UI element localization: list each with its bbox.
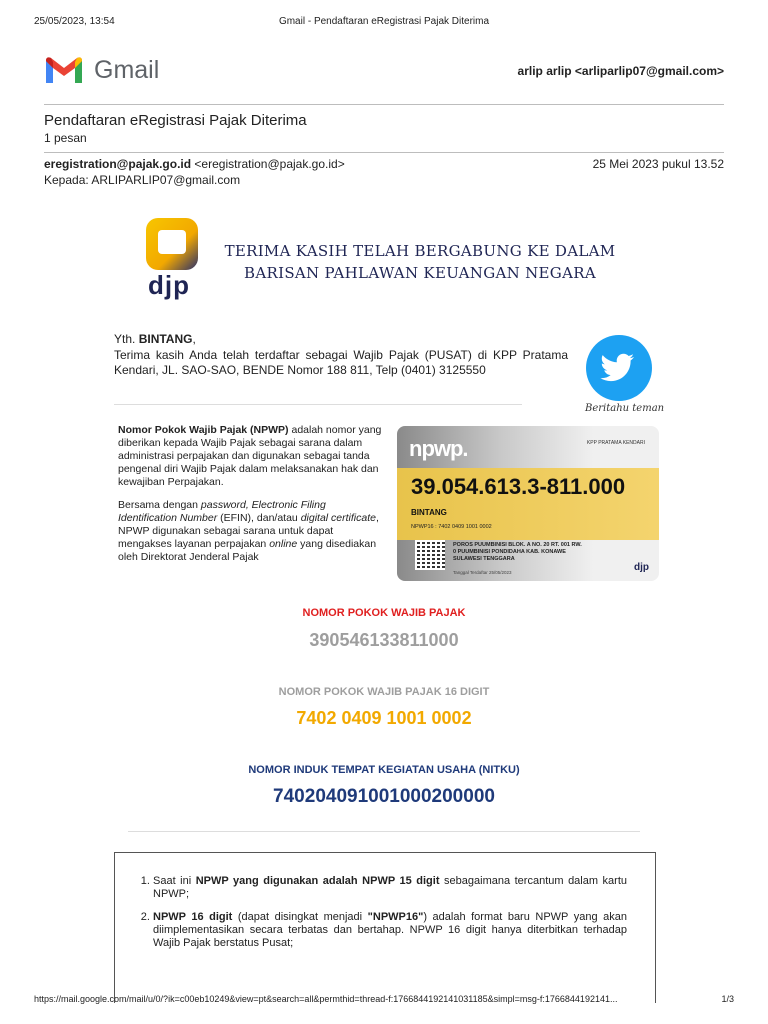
note2-text-a: (dapat disingkat menjadi — [237, 911, 363, 923]
note1-text-a: Saat ini — [153, 875, 192, 887]
usage-text-a: Bersama dengan — [118, 499, 198, 511]
usage-text-c: , NPWP digunakan sebagai sarana untuk dapat mengakses layanan perpajakan — [118, 512, 379, 550]
account-email: arlip arlip <arliparlip07@gmail.com> — [517, 64, 724, 78]
djp-logo-text: djp — [148, 270, 190, 300]
card-address: POROS PUUMBINISI BLOK. A NO. 20 RT. 001 RW. 0 PUUMBINISI PONDIDAHA KAB. KONAWE SULAWESI TENGGARA — [453, 542, 582, 562]
card-npwp-number: 39.054.613.3-811.000 — [411, 474, 626, 499]
print-url: https://mail.google.com/mail/u/0/?ik=c00eb10249&view=pt&search=all&permthid=thread-f:1766844192141031185&simpl=msg-f:1766844192141... — [34, 994, 618, 1004]
npwp-card — [397, 426, 659, 581]
npwp-value: 390546133811000 — [309, 630, 459, 650]
note-item-1 — [153, 875, 627, 901]
usage-italic-2: digital certificate — [300, 512, 376, 524]
headline-line1: TERIMA KASIH TELAH BERGABUNG KE DALAM — [224, 242, 616, 260]
gmail-wordmark: Gmail — [94, 56, 160, 84]
nitku-label: NOMOR INDUK TEMPAT KEGIATAN USAHA (NITKU) — [248, 764, 520, 776]
banner-headline — [220, 240, 620, 284]
header-divider — [44, 104, 724, 105]
npwp-term: Nomor Pokok Wajib Pajak (NPWP) — [118, 424, 289, 436]
npwp-definition — [118, 424, 386, 489]
sender-email[interactable]: eregistration@pajak.go.id — [44, 157, 192, 171]
notes-box — [114, 852, 656, 1003]
card-kpp: KPP PRATAMA KENDARI — [586, 440, 645, 446]
qr-code-icon — [415, 540, 445, 570]
note2-text-b: ) adalah format baru NPWP yang akan diimplementasikan secara terbatas dan bertahap. NPWP 16 digit hanya diterbitkan terhadap Wajib Pajak berstatus Pusat; — [153, 911, 627, 949]
message-count: 1 pesan — [44, 131, 87, 145]
usage-text-b: (EFIN), dan/atau — [220, 512, 298, 524]
page-number: 1/3 — [721, 994, 734, 1004]
greeting-body: Terima kasih Anda telah terdaftar sebagai Wajib Pajak (PUSAT) di KPP Pratama Kendari, JL. SAO-SAO, BENDE Nomor 188 811, Telp (0401) 3125550 — [114, 348, 568, 377]
sender-full: <eregistration@pajak.go.id> — [194, 157, 345, 171]
print-datetime: 25/05/2023, 13:54 — [34, 16, 115, 27]
notes-divider — [128, 831, 640, 832]
recipient: Kepada: ARLIPARLIP07@gmail.com — [44, 173, 241, 187]
note2-bold-1: NPWP 16 digit — [153, 911, 233, 923]
note-item-2 — [153, 911, 627, 950]
greeting-prefix: Yth. — [114, 332, 136, 346]
note2-bold-2: "NPWP16" — [367, 911, 424, 923]
twitter-bird-icon — [586, 335, 652, 401]
card-djp-logo: djp — [634, 562, 649, 573]
usage-italic-1: password, Electronic Filing Identification Number — [118, 499, 326, 524]
npwp-label: NOMOR POKOK WAJIB PAJAK — [302, 607, 466, 619]
thread-subject: Pendaftaran eRegistrasi Pajak Diterima — [44, 112, 307, 129]
npwp-description — [118, 424, 386, 574]
share-caption[interactable]: Beritahu teman — [585, 403, 665, 414]
twitter-share-button[interactable] — [586, 335, 652, 401]
usage-text-d: yang disediakan oleh Direktorat Jenderal Pajak — [118, 538, 377, 563]
usage-italic-3: online — [269, 538, 298, 550]
card-name: BINTANG — [411, 508, 447, 517]
subject-divider — [44, 152, 724, 153]
gmail-logo-icon — [44, 55, 84, 85]
note1-text-b: sebagaimana tercantum dalam kartu NPWP; — [153, 875, 628, 900]
greeting — [114, 332, 196, 346]
djp-logo-icon — [146, 218, 198, 270]
nitku-value: 740204091001000200000 — [273, 786, 495, 807]
card-npwp-logo: npwp. — [409, 436, 468, 461]
taxpayer-name: BINTANG — [138, 332, 193, 346]
headline-line2: BARISAN PAHLAWAN KEUANGAN NEGARA — [244, 264, 596, 282]
sender — [44, 157, 345, 171]
note1-bold: NPWP yang digunakan adalah NPWP 15 digit — [195, 875, 440, 887]
npwp16-value: 7402 0409 1001 0002 — [296, 708, 472, 728]
npwp-definition-text: adalah nomor yang diberikan kepada Wajib Pajak sebagai sarana dalam administrasi perpajakan dan digunakan sebagai tanda pengenal diri Wajib Pajak dalam melaksanakan hak dan kewajiban Perpajakan. — [118, 424, 382, 488]
section-divider — [114, 404, 522, 405]
message-date: 25 Mei 2023 pukul 13.52 — [592, 157, 724, 171]
npwp-usage — [118, 499, 386, 564]
greeting-suffix: , — [192, 332, 196, 346]
card-npwp16: NPWP16 : 7402 0409 1001 0002 — [411, 524, 492, 530]
print-title: Gmail - Pendaftaran eRegistrasi Pajak Diterima — [278, 16, 490, 27]
card-registered-date: Tanggal Terdaftar 25/05/2023 — [453, 570, 512, 575]
npwp16-label: NOMOR POKOK WAJIB PAJAK 16 DIGIT — [278, 686, 490, 698]
notes-list — [153, 875, 627, 950]
